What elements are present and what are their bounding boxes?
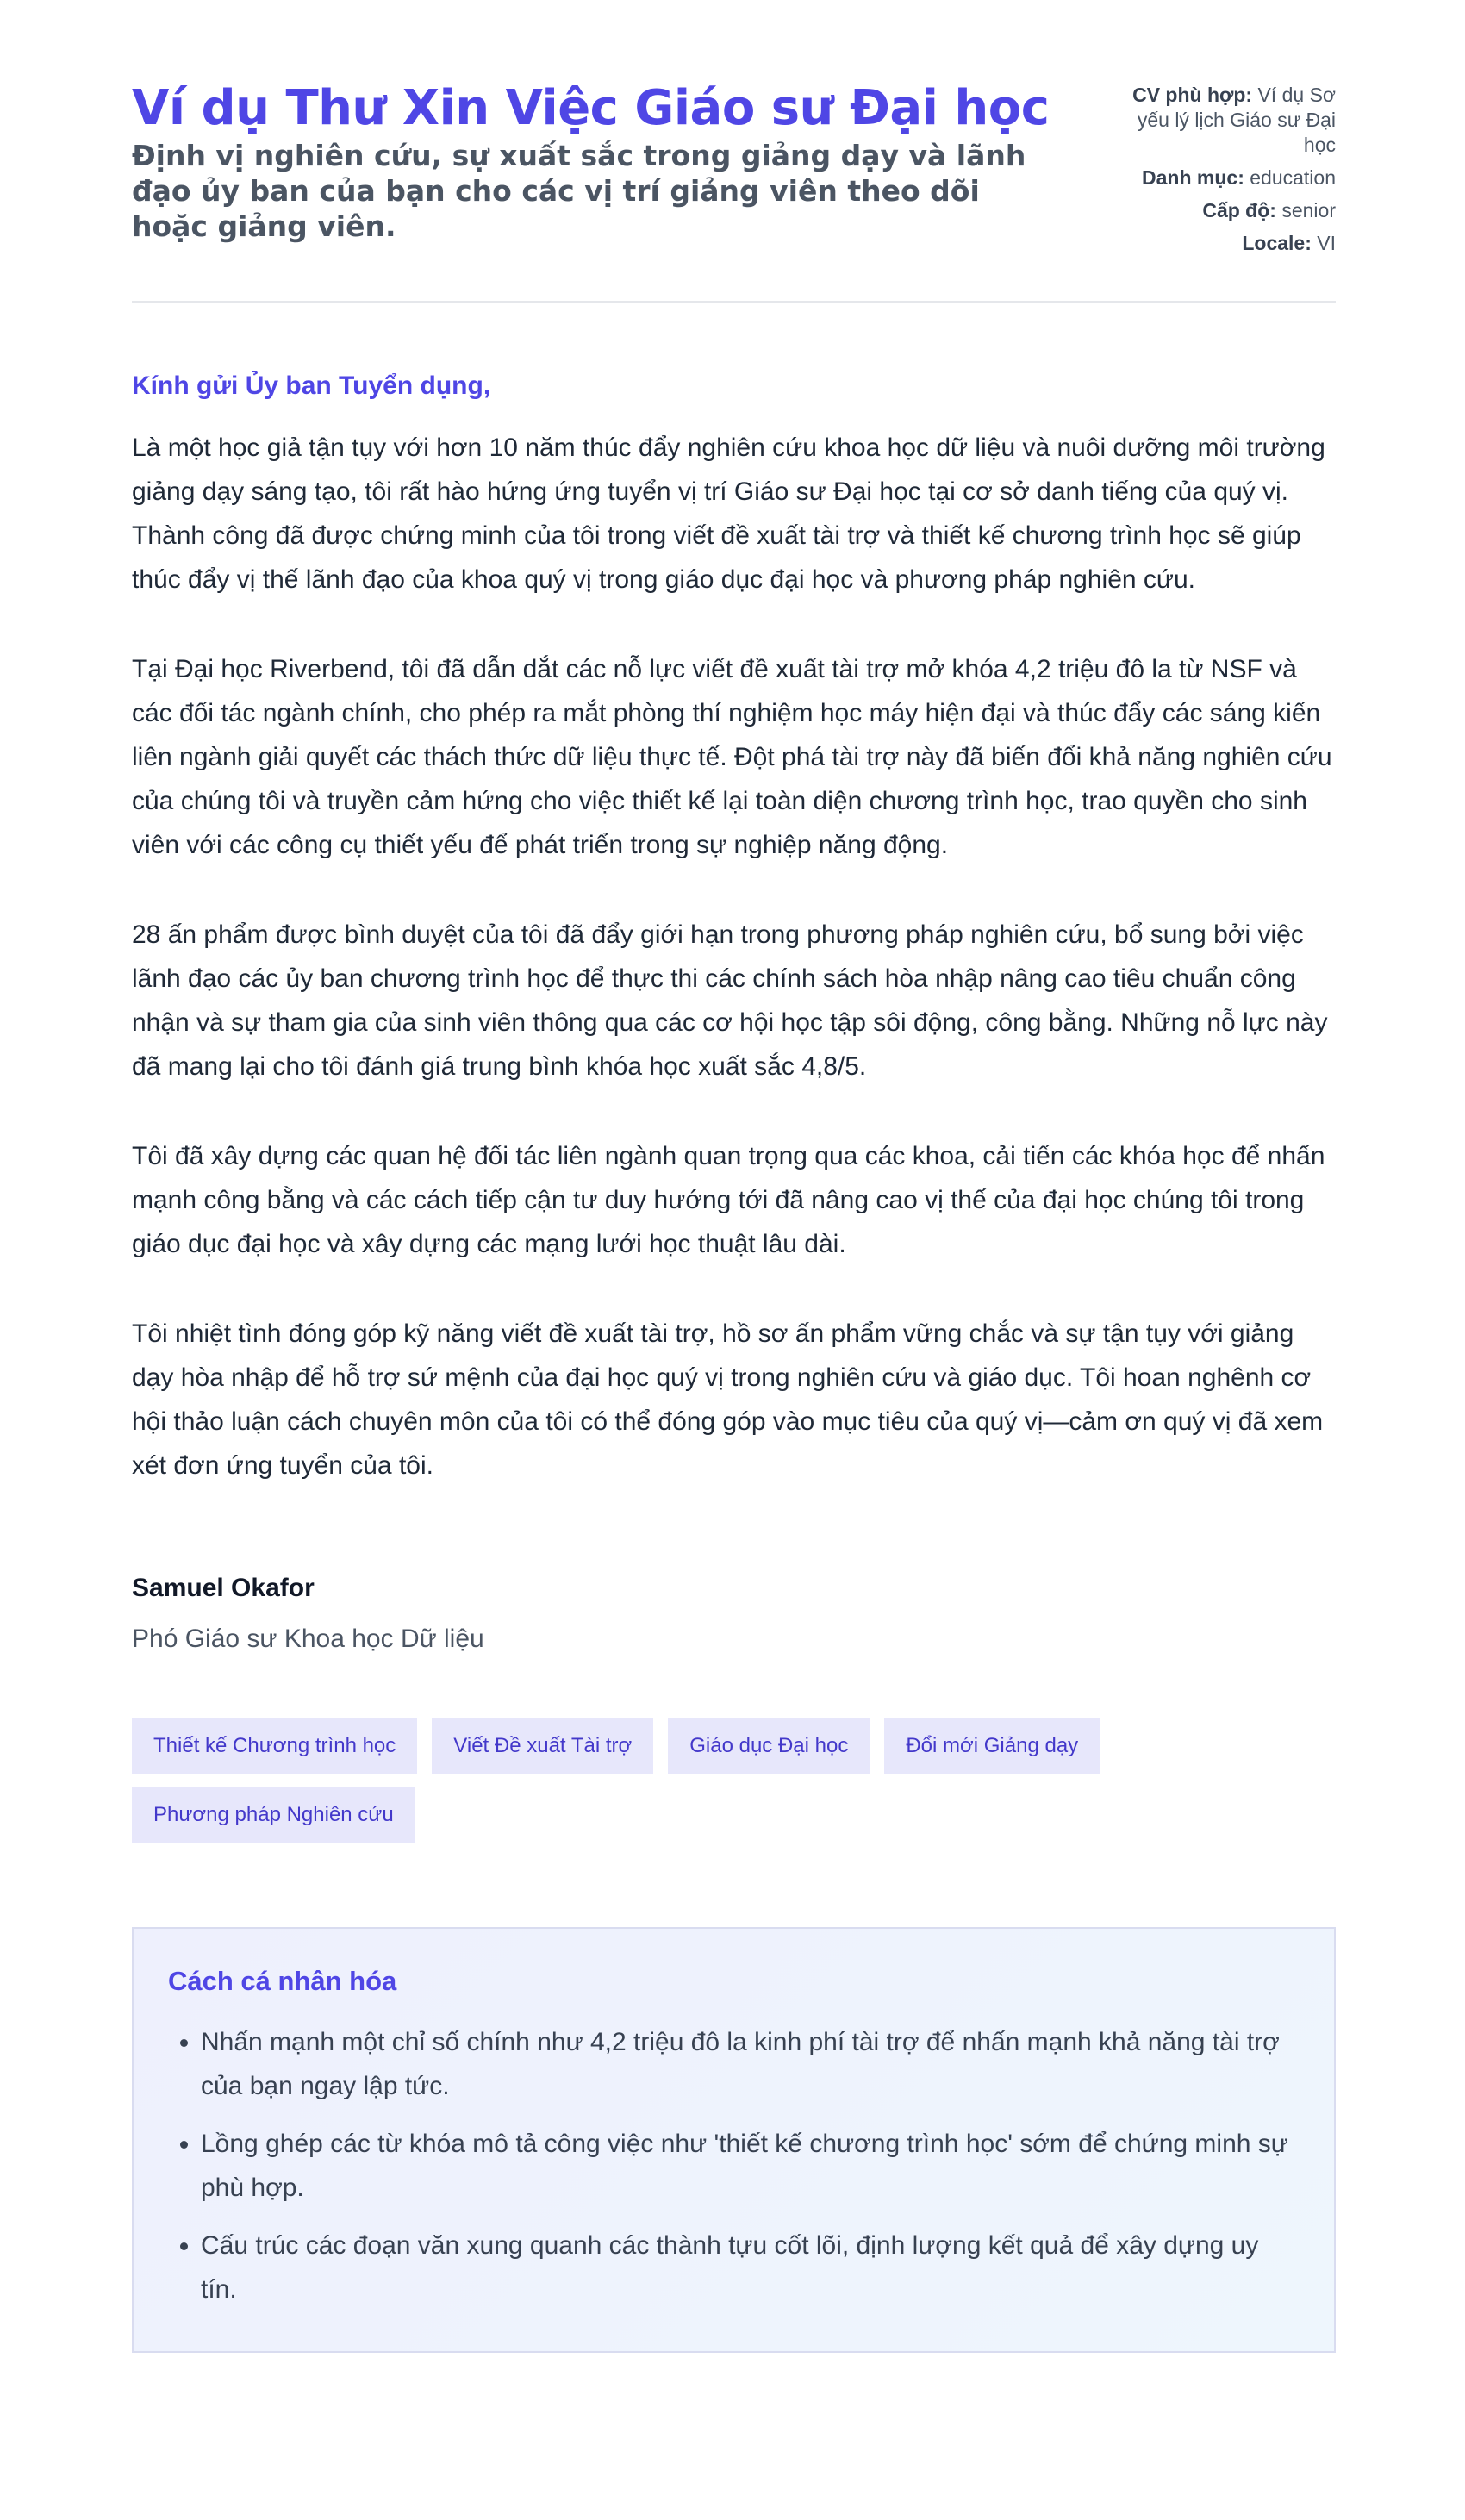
letter-body: [132, 369, 1336, 1656]
skill-tags: [132, 1718, 1209, 1843]
skill-tag[interactable]: Giáo dục Đại học: [668, 1718, 870, 1774]
cover-letter-page: [132, 0, 1336, 2353]
meta-cv-value[interactable]: Ví dụ Sơ yếu lý lịch Giáo sư Đại học: [1137, 84, 1336, 156]
letter-paragraph: Tôi nhiệt tình đóng góp kỹ năng viết đề xuất tài trợ, hồ sơ ấn phẩm vững chắc và sự tận tụy với giảng dạy hòa nhập để hỗ trợ sứ mệnh của đại học quý vị trong nghiên cứu và giáo dục. Tôi hoan nghênh cơ hội thảo luận cách chuyên môn của tôi có thể đóng góp vào mục tiêu của quý vị—cảm ơn quý vị đã xem xét đơn ứng tuyển của tôi.: [132, 1319, 1324, 1480]
meta-cv: [1112, 83, 1336, 158]
letter-paragraph: Tại Đại học Riverbend, tôi đã dẫn dắt các nỗ lực viết đề xuất tài trợ mở khóa 4,2 triệu đô la từ NSF và các đối tác ngành chính, cho phép ra mắt phòng thí nghiệm học máy hiện đại và thúc đẩy các sáng kiến liên ngành giải quyết các thách thức dữ liệu thực tế. Đột phá tài trợ này đã biến đổi khả năng nghiên cứu của chúng tôi và truyền cảm hứng cho việc thiết kế lại toàn diện chương trình học, trao quyền cho sinh viên với các công cụ thiết yếu để phát triển trong sự nghiệp năng động.: [132, 655, 1332, 859]
signature-block: [132, 1571, 1336, 1656]
salutation: Kính gửi Ủy ban Tuyển dụng,: [132, 371, 491, 400]
tip-item: • Nhấn mạnh một chỉ số chính như 4,2 triệu đô la kinh phí tài trợ để nhấn mạnh khả năng tài trợ của bạn ngay lập tức.: [201, 2020, 1300, 2108]
letter-paragraph: Tôi đã xây dựng các quan hệ đối tác liên ngành quan trọng qua các khoa, cải tiến các khóa học để nhấn mạnh công bằng và các cách tiếp cận tư duy hướng tới đã nâng cao vị thế của đại học chúng tôi trong giáo dục đại học và xây dựng các mạng lưới học thuật lâu dài.: [132, 1142, 1325, 1258]
skill-tag[interactable]: Đổi mới Giảng dạy: [884, 1718, 1100, 1774]
page-header: [132, 0, 1336, 303]
tips-list: [168, 2020, 1300, 2311]
meta-locale-label: Locale:: [1242, 232, 1312, 254]
meta-locale: [1112, 231, 1336, 256]
personalization-tips: [132, 1927, 1336, 2353]
tip-item: • Lồng ghép các từ khóa mô tả công việc như 'thiết kế chương trình học' sớm để chứng minh sự phù hợp.: [201, 2122, 1300, 2210]
meta-category: [1112, 165, 1336, 190]
skill-tag[interactable]: Viết Đề xuất Tài trợ: [432, 1718, 653, 1774]
tip-item: • Cấu trúc các đoạn văn xung quanh các thành tựu cốt lõi, định lượng kết quả để xây dựng uy tín.: [201, 2224, 1300, 2311]
meta-level-value: senior: [1281, 199, 1336, 221]
skill-tag[interactable]: Phương pháp Nghiên cứu: [132, 1787, 415, 1843]
meta-category-label: Danh mục:: [1142, 166, 1244, 189]
page-subtitle: Định vị nghiên cứu, sự xuất sắc trong giảng dạy và lãnh đạo ủy ban của bạn cho các vị trí giảng viên theo dõi hoặc giảng viên.: [132, 139, 1026, 243]
skill-tag[interactable]: Thiết kế Chương trình học: [132, 1718, 417, 1774]
letter-paragraph: 28 ấn phẩm được bình duyệt của tôi đã đẩy giới hạn trong phương pháp nghiên cứu, bổ sung bởi việc lãnh đạo các ủy ban chương trình học để thực thi các chính sách hòa nhập nâng cao tiêu chuẩn công nhận và sự tham gia của sinh viên thông qua các cơ hội học tập sôi động, công bằng. Những nỗ lực này đã mang lại cho tôi đánh giá trung bình khóa học xuất sắc 4,8/5.: [132, 920, 1328, 1081]
meta-panel: [1112, 83, 1336, 264]
signature-title: Phó Giáo sư Khoa học Dữ liệu: [132, 1625, 484, 1653]
meta-cv-label: CV phù hợp:: [1132, 84, 1253, 106]
tips-title: Cách cá nhân hóa: [168, 1966, 397, 1996]
page-title: Ví dụ Thư Xin Việc Giáo sư Đại học: [132, 80, 1050, 136]
meta-level-label: Cấp độ:: [1202, 199, 1276, 221]
meta-category-value: education: [1250, 166, 1336, 189]
signature-name: Samuel Okafor: [132, 1574, 315, 1602]
letter-paragraph: Là một học giả tận tụy với hơn 10 năm thúc đẩy nghiên cứu khoa học dữ liệu và nuôi dưỡng môi trường giảng dạy sáng tạo, tôi rất hào hứng ứng tuyển vị trí Giáo sư Đại học tại cơ sở danh tiếng của quý vị. Thành công đã được chứng minh của tôi trong viết đề xuất tài trợ và thiết kế chương trình học sẽ giúp thúc đẩy vị thế lãnh đạo của khoa quý vị trong giáo dục đại học và phương pháp nghiên cứu.: [132, 434, 1325, 594]
meta-level: [1112, 198, 1336, 223]
meta-locale-value: VI: [1317, 232, 1336, 254]
